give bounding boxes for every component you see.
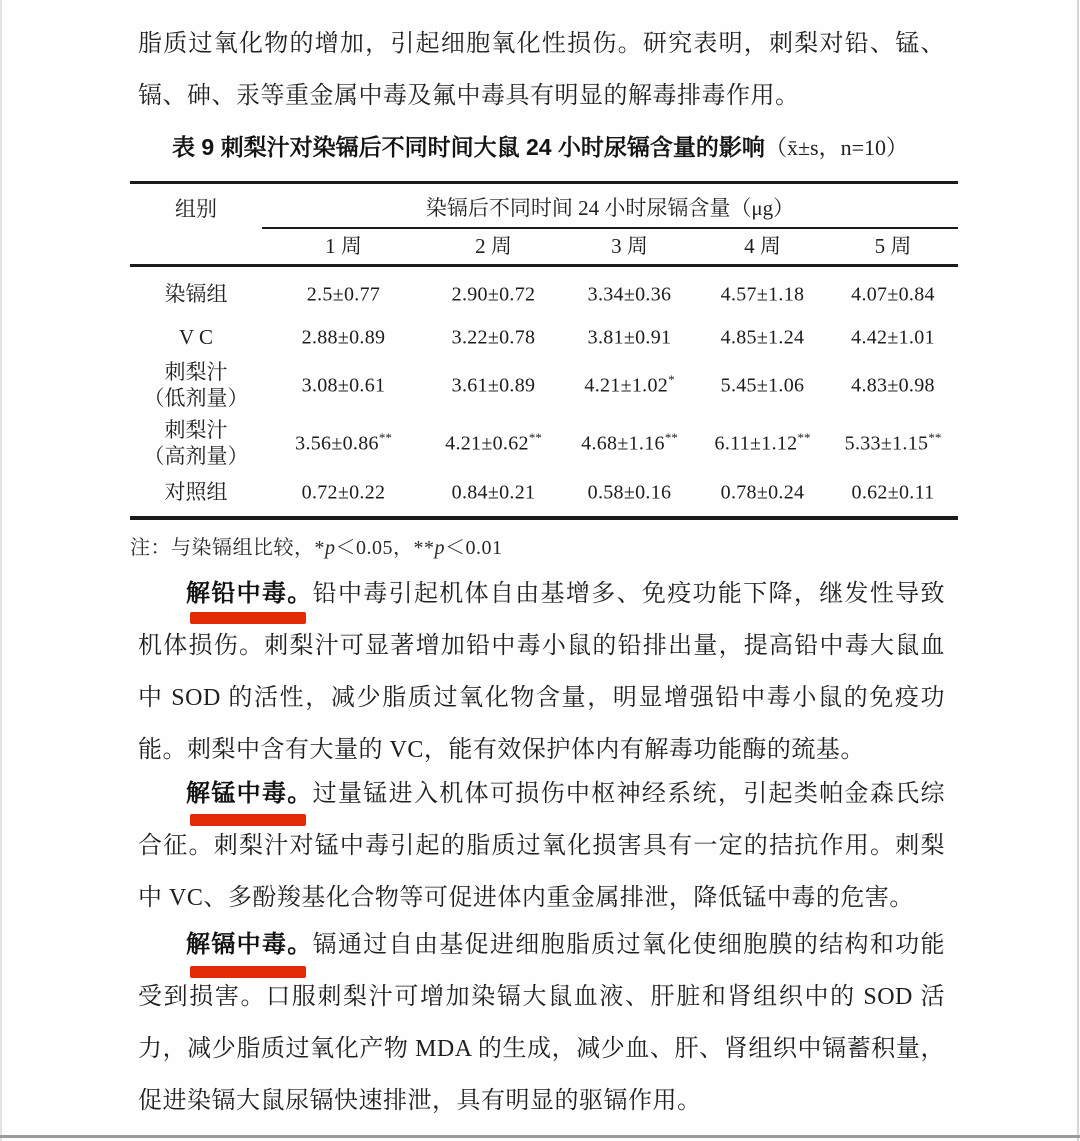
row-label: V C (178, 325, 214, 349)
section-heading: 解锰中毒。 (186, 780, 313, 807)
section-line: 解铅中毒。铅中毒引起机体自由基增多、免疫功能下降，继发性导致 (186, 580, 946, 607)
row-label: 刺梨汁 （高剂量） (143, 417, 249, 468)
section-line: 能。刺梨中含有大量的 VC，能有效保护体内有解毒功能酶的巯基。 (138, 737, 865, 763)
table-cell: 2.5±0.77 (306, 283, 381, 306)
table-cell: 4.57±1.18 (720, 283, 805, 306)
table-row (130, 358, 958, 412)
table-cell: 0.72±0.22 (301, 481, 386, 504)
table-row (130, 316, 958, 358)
red-marker-underline (190, 966, 306, 978)
table-title (0, 127, 1080, 167)
table-cell: 4.42±1.01 (851, 326, 935, 349)
week-header: 1 周 (325, 234, 362, 258)
intro-line: 脂质过氧化物的增加，引起细胞氧化性损伤。研究表明，刺梨对铅、锰、 (138, 31, 945, 57)
table-cell: 2.90±0.72 (451, 283, 536, 306)
red-marker-underline (190, 612, 306, 624)
table-cell: 0.58±0.16 (587, 481, 672, 504)
intro-line: 镉、砷、汞等重金属中毒及氟中毒具有明显的解毒排毒作用。 (138, 83, 800, 109)
section-cadmium-detox (138, 919, 945, 1127)
section-line: 合征。刺梨汁对锰中毒引起的脂质过氧化损害具有一定的拮抗作用。刺梨 (138, 833, 945, 859)
table-title-main: 表 9 刺梨汁对染镉后不同时间大鼠 24 小时尿镉含量的影响 (172, 134, 765, 160)
table-cell: 6.11±1.12** (714, 429, 811, 455)
table-cell: 3.81±0.91 (587, 326, 672, 349)
page-edge-left (0, 0, 2, 1141)
week-header: 5 周 (874, 234, 912, 258)
table-cell: 4.68±1.16** (581, 429, 678, 455)
row-label: 染镉组 (164, 282, 228, 306)
table-row (130, 415, 958, 470)
table-cell: 4.21±0.62** (445, 429, 542, 455)
table-cell: 2.88±0.89 (301, 326, 386, 349)
table-cell: 4.85±1.24 (720, 326, 805, 349)
span-column-header: 染镉后不同时间 24 小时尿镉含量（μg） (425, 196, 795, 220)
table-cell: 3.34±0.36 (587, 283, 672, 306)
table-cell: 3.08±0.61 (301, 374, 386, 397)
table-rule-top (130, 181, 958, 184)
row-label: 对照组 (164, 480, 228, 504)
table-note: 注：与染镉组比较，*p＜0.05，**p＜0.01 (130, 537, 503, 559)
section-line: 中 SOD 的活性，减少脂质过氧化物含量，明显增强铅中毒小鼠的免疫功 (138, 685, 945, 711)
table-cell: 5.33±1.15** (844, 429, 942, 455)
group-column-header: 组别 (175, 197, 217, 221)
section-heading: 解镉中毒。 (186, 931, 313, 958)
table-cell: 4.21±1.02* (584, 372, 675, 397)
red-marker-underline (190, 814, 306, 826)
section-manganese-detox (138, 768, 945, 924)
table-cell: 5.45±1.06 (720, 374, 805, 397)
table-cell: 4.07±0.84 (851, 283, 935, 306)
section-lead-detox (138, 568, 945, 776)
table-row (130, 272, 958, 316)
section-line: 解锰中毒。过量锰进入机体可损伤中枢神经系统，引起类帕金森氏综 (186, 780, 946, 807)
section-line: 机体损伤。刺梨汁可显著增加铅中毒小鼠的铅排出量，提高铅中毒大鼠血 (138, 633, 945, 659)
section-line: 解镉中毒。镉通过自由基促进细胞脂质过氧化使细胞膜的结构和功能 (186, 931, 946, 958)
section-line: 受到损害。口服刺梨汁可增加染镉大鼠血液、肝脏和肾组织中的 SOD 活 (138, 984, 945, 1010)
table-cell: 3.22±0.78 (451, 326, 536, 349)
table-cell: 3.61±0.89 (451, 374, 536, 397)
section-line: 中 VC、多酚羧基化合物等可促进体内重金属排泄，降低锰中毒的危害。 (138, 885, 914, 911)
table-row (130, 470, 958, 514)
table-cell: 0.84±0.21 (451, 481, 536, 504)
table-cell: 4.83±0.98 (851, 374, 935, 397)
page-bottom-rule (0, 1135, 1080, 1138)
table-cell: 0.62±0.11 (851, 481, 935, 504)
row-label: 刺梨汁 （低剂量） (143, 360, 249, 410)
table-rule-mid (130, 264, 958, 267)
week-header: 3 周 (611, 234, 648, 258)
table-title-suffix: （x̄±s，n=10） (764, 135, 908, 160)
intro-paragraph (138, 18, 945, 122)
section-heading: 解铅中毒。 (186, 580, 313, 607)
table-cell: 0.78±0.24 (720, 481, 805, 504)
section-line: 促进染镉大鼠尿镉快速排泄，具有明显的驱镉作用。 (138, 1088, 702, 1114)
table-cell: 3.56±0.86** (295, 429, 392, 455)
table-rule-bottom (130, 516, 958, 520)
page-edge-right (1077, 0, 1079, 1141)
section-line: 力，减少脂质过氧化产物 MDA 的生成，减少血、肝、肾组织中镉蓄积量， (138, 1036, 945, 1062)
week-header: 2 周 (475, 234, 512, 258)
week-header: 4 周 (744, 234, 781, 258)
week-header-row (262, 228, 958, 262)
